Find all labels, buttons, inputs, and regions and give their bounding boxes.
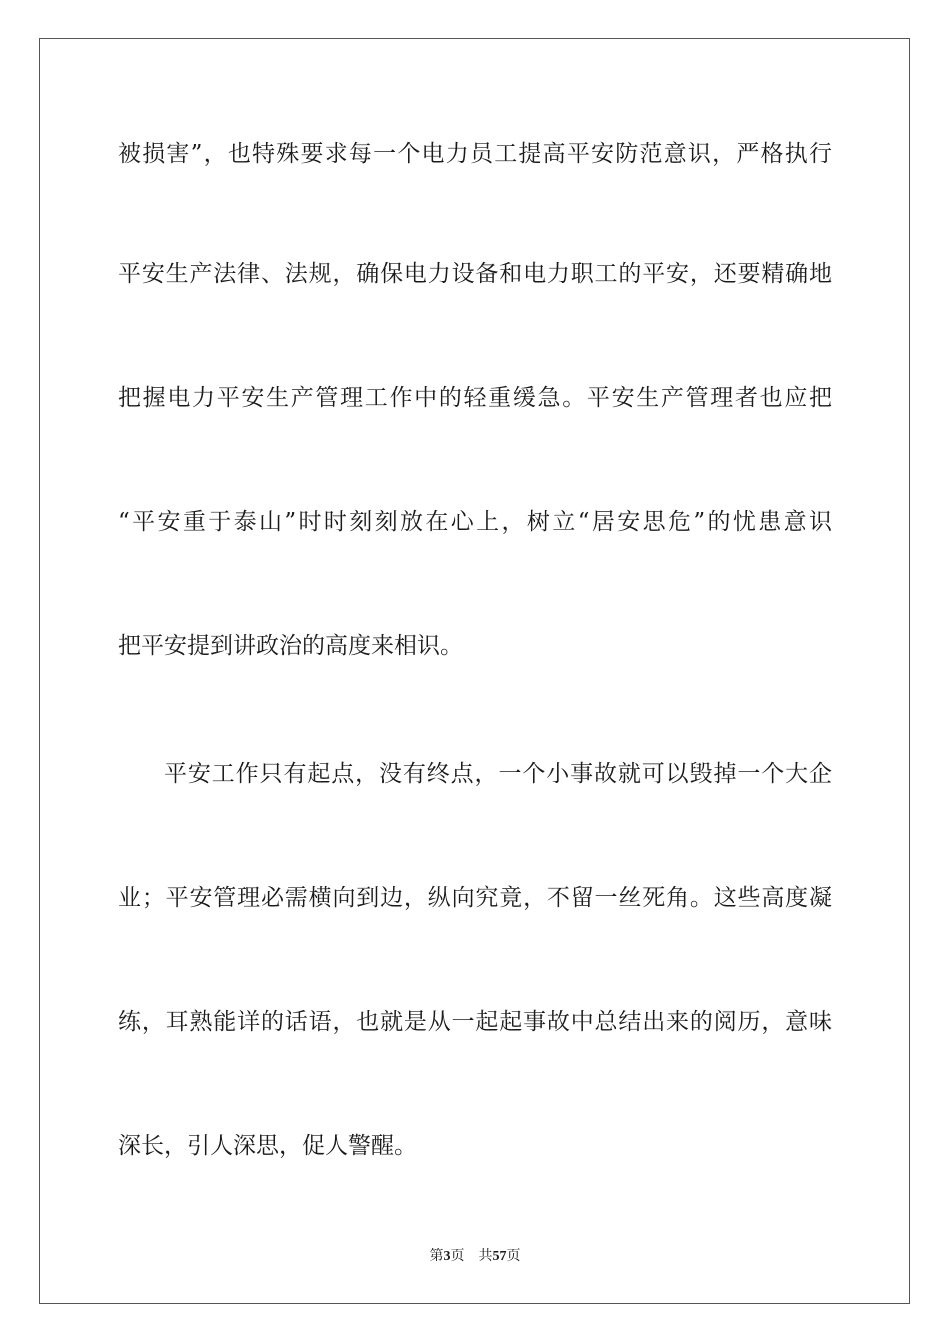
paragraph-line-4: “平安重于泰山”时时刻刻放在心上，树立“居安思危”的忧患意识 xyxy=(118,509,832,535)
paragraph-line-2: 平安生产法律、法规，确保电力设备和电力职工的平安，还要精确地 xyxy=(118,261,832,287)
footer-page-number: 3 xyxy=(443,1249,451,1264)
paragraph-line-1: 被损害”，也特殊要求每一个电力员工提高平安防范意识，严格执行 xyxy=(118,141,832,167)
paragraph-line-7: 业；平安管理必需横向到边，纵向究竟，不留一丝死角。这些高度凝 xyxy=(118,885,832,911)
page-footer xyxy=(0,1246,950,1266)
footer-page-prefix: 第 xyxy=(429,1248,444,1264)
footer-total-prefix: 共 xyxy=(478,1248,493,1264)
footer-page-suffix: 页 xyxy=(450,1248,465,1264)
paragraph-line-5: 把平安提到讲政治的高度来相识。 xyxy=(118,633,463,659)
footer-total-suffix: 页 xyxy=(506,1248,521,1264)
page-frame xyxy=(39,38,910,1304)
paragraph-line-3: 把握电力平安生产管理工作中的轻重缓急。平安生产管理者也应把 xyxy=(118,385,832,411)
paragraph-line-6: 平安工作只有起点，没有终点，一个小事故就可以毁掉一个大企 xyxy=(164,761,832,787)
paragraph-line-9: 深长，引人深思，促人警醒。 xyxy=(118,1133,417,1159)
footer-total-pages: 57 xyxy=(492,1249,507,1264)
paragraph-line-8: 练，耳熟能详的话语，也就是从一起起事故中总结出来的阅历，意味 xyxy=(118,1009,832,1035)
